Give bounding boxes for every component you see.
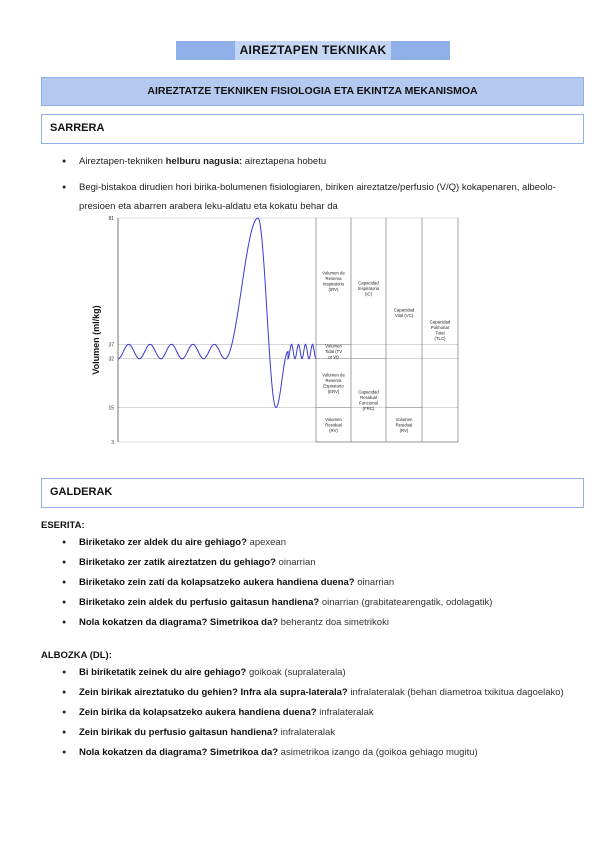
chart-tick-label: 81 xyxy=(108,216,114,222)
answer-text: oinarrian xyxy=(275,557,316,568)
intro-bullet-1-bold: helburu nagusia: xyxy=(165,156,243,167)
sitting-question xyxy=(62,614,577,631)
question-text: Zein birikak aireztatuko du gehien? Infra ala supra-laterala? xyxy=(79,687,348,698)
chart-cell-label: Volumen Residual (RV) xyxy=(325,416,342,433)
question-text: Biriketako zein aldek du perfusio gaitasun handiena? xyxy=(79,597,320,608)
chart-cell-label: Capacidad Vital (VC) xyxy=(393,307,415,319)
question-text: Biriketako zer aldek du aire gehiago? xyxy=(79,537,247,548)
main-section-banner: AIREZTATZE TEKNIKEN FISIOLOGIA ETA EKINTZA MEKANISMOA xyxy=(41,77,584,106)
intro-bullet-1-end: aireztapena hobetu xyxy=(242,156,327,167)
lateral-question xyxy=(62,664,577,681)
sitting-title: ESERITA: xyxy=(41,520,85,531)
chart-cell-label: Capacidad Inspiratoria (IC) xyxy=(357,280,380,297)
chart-grid xyxy=(118,218,458,442)
sitting-question xyxy=(62,554,577,571)
sitting-question-list xyxy=(62,534,577,634)
chart-series-line xyxy=(118,218,316,408)
question-text: Biriketako zer zatik aireztatzen du gehiago? xyxy=(79,557,276,568)
lateral-question xyxy=(62,744,577,761)
answer-text: asimetrikoa izango da (goikoa gehiago mugitu) xyxy=(278,747,478,758)
lateral-question xyxy=(62,684,577,701)
intro-bullet-2: ● Begi-bistakoa dirudien hori birika-bolumenen fisiologiaren, biriken aireztatze/perfusio (V/Q) kokapenaren, albeolo-presioen eta abarren arabera leku-aldatu eta kokatu behar da xyxy=(62,178,572,216)
chart-cell-label: Volumen de Reserva Espiratorio (ERV) xyxy=(322,372,345,394)
chart-tick-label: 37 xyxy=(108,342,114,349)
intro-bullet-1 xyxy=(62,152,572,171)
intro-heading: SARRERA xyxy=(41,114,584,144)
lateral-question-list xyxy=(62,664,577,764)
question-text: Biriketako zein zatí da kolapsatzeko aukera handiena duena? xyxy=(79,577,355,588)
chart-axis xyxy=(108,216,118,446)
question-text: Zein birika da kolapsatzeko aukera handiena duena? xyxy=(79,707,317,718)
chart-cell-label: Capacidad Pulmonar Total (TLC) xyxy=(429,319,451,341)
chart-volume-table xyxy=(316,218,458,442)
chart-cell-label: Capacidad Residual Funcional (FRC) xyxy=(358,389,379,412)
question-text: Bi biriketatik zeinek du aire gehiago? xyxy=(79,667,247,678)
answer-text: beherantz doa simetrikoki xyxy=(278,617,389,628)
intro-bullet-1-text: Aireztapen-tekniken xyxy=(79,156,166,167)
question-text: Nola kokatzen da diagrama? Simetrikoa da? xyxy=(79,617,279,628)
lateral-title: ALBOZKA (DL): xyxy=(41,650,112,661)
chart-cell-label: Volumen de Reserva Inspiratorio (IRV) xyxy=(322,270,345,292)
sitting-question xyxy=(62,574,577,591)
chart-ylabel: Volumen (ml/kg) xyxy=(91,305,101,375)
answer-text: infralateralak (behan diametroa txikitua dagoelako) xyxy=(347,687,564,698)
chart-cell-label: Volumen Tidal (TV or Vt) xyxy=(324,343,343,360)
questions-heading: GALDERAK xyxy=(41,478,584,508)
document-title xyxy=(176,41,450,60)
answer-text: infralateralak xyxy=(316,707,374,718)
lateral-question xyxy=(62,704,577,721)
answer-text: goikoak (supralaterala) xyxy=(246,667,346,678)
chart-tick-label: 3 xyxy=(111,440,114,446)
chart-tick-label: 32 xyxy=(108,356,114,363)
answer-text: infralateralak xyxy=(278,727,336,738)
lateral-question xyxy=(62,724,577,741)
answer-text: oinarrian (grabitatearengatik, odolagatik) xyxy=(319,597,493,608)
answer-text: oinarrian xyxy=(354,577,395,588)
chart-tick-label: 15 xyxy=(108,405,114,412)
sitting-question xyxy=(62,534,577,551)
question-text: Zein birikak du perfusio gaitasun handiena? xyxy=(79,727,279,738)
document-title-text: AIREZTAPEN TEKNIKAK xyxy=(235,41,392,60)
sitting-question xyxy=(62,594,577,611)
lung-volume-chart xyxy=(88,212,468,448)
question-text: Nola kokatzen da diagrama? Simetrikoa da? xyxy=(79,747,279,758)
chart-cell-label: Volumen Residual (RV) xyxy=(395,416,413,433)
answer-text: apexean xyxy=(246,537,286,548)
